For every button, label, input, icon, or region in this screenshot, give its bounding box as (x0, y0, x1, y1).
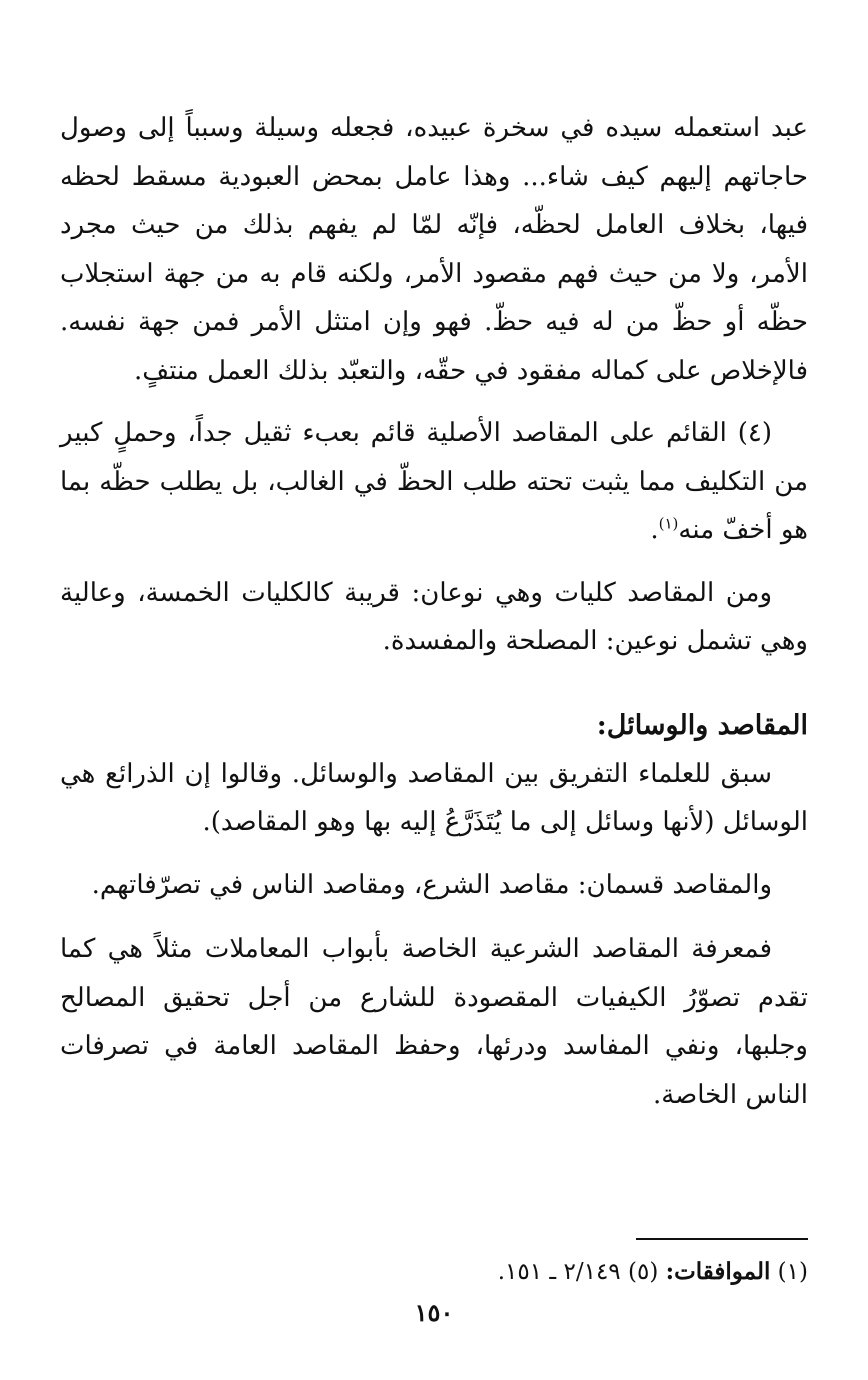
footnote-separator (636, 1238, 808, 1240)
paragraph-2-end: . (650, 515, 659, 545)
footnote (60, 1252, 808, 1292)
footnote-reference: (١) (658, 514, 679, 533)
paragraph-6: فمعرفة المقاصد الشرعية الخاصة بأبواب المعاملات مثلاً هي كما تقدم تصوّرُ الكيفيات المقصودة للشارع من أجل تحقيق المصالح وجلبها، ونفي المفاسد ودرئها، وحفظ المقاصد العامة في تصرفات الناس الخاصة. (60, 934, 808, 1110)
footnote-number: (١) (777, 1259, 808, 1285)
paragraph-2 (60, 409, 808, 555)
paragraph-4: سبق للعلماء التفريق بين المقاصد والوسائل. وقالوا إن الذرائع هي الوسائل (لأنها وسائل إلى ما يُتَذَرَّعُ إليه بها وهو المقاصد). (60, 758, 808, 837)
paragraph-5: والمقاصد قسمان: مقاصد الشرع، ومقاصد الناس في تصرّفاتهم. (91, 869, 772, 900)
paragraph-1: عبد استعمله سيده في سخرة عبيده، فجعله وسيلة وسبباً إلى وصول حاجاتهم إليهم كيف شاء... وهذا عامل بمحض العبودية مسقط لحظه فيها، بخلاف العامل لحظّه، فإنّه لمّا لم يفهم بذلك من حيث مجرد الأمر، ولا من حيث فهم مقصود الأمر، ولكنه قام به من جهة استجلاب حظّه أو حظّ من له فيه حظّ. فهو وإن امتثل الأمر فمن جهة نفسه. فالإخلاص على كماله مفقود في حقّه، والتعبّد بذلك العمل منتفٍ. (60, 113, 808, 386)
footnote-source: الموافقات: (665, 1258, 771, 1285)
footnote-details: (٥) ٢/١٤٩ ـ ١٥١. (497, 1259, 659, 1285)
page-body (60, 104, 808, 1119)
paragraph-3: ومن المقاصد كليات وهي نوعان: قريبة كالكليات الخمسة، وعالية وهي تشمل نوعين: المصلحة والمفسدة. (60, 577, 808, 656)
paragraph-2-text: (٤) القائم على المقاصد الأصلية قائم بعبء ثقيل جداً، وحملٍ كبير من التكليف مما يثبت تحته طلب الحظّ في الغالب، بل يطلب حظّه بما هو أخفّ منه (60, 418, 808, 545)
page-number: ١٥٠ (414, 1298, 454, 1327)
section-heading: المقاصد والوسائل: (596, 709, 808, 741)
